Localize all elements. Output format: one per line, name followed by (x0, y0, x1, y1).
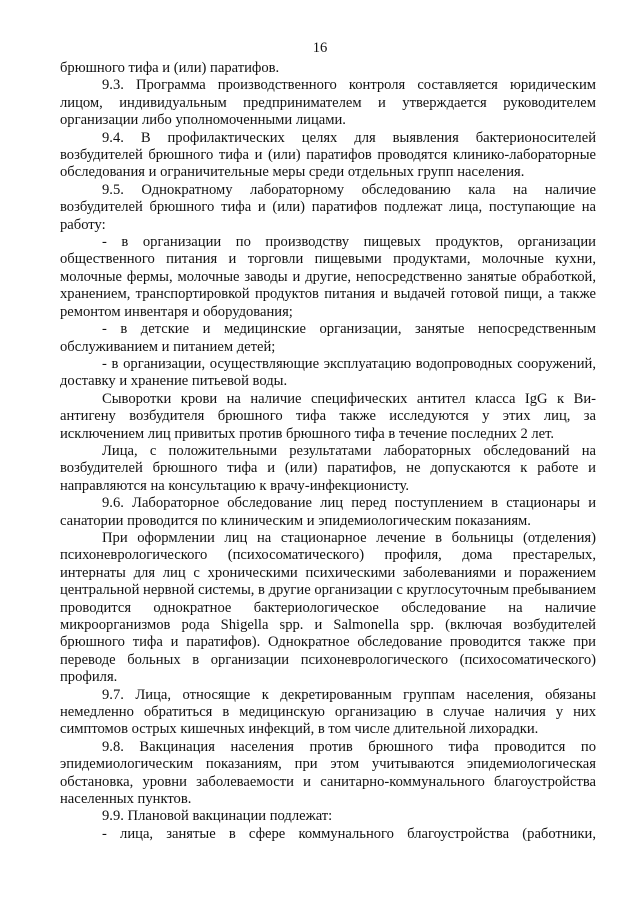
paragraph: 9.5. Однократному лабораторному обследованию кала на наличие возбудителей брюшного тифа и (или) паратифов подлежат лица, поступающие на работу: (60, 181, 596, 233)
paragraph: Лица, с положительными результатами лабораторных обследований на возбудителей брюшного тифа и (или) паратифов, не допускаются к работе и направляются на консультацию к врачу-инфекционисту. (60, 442, 596, 494)
page-number: 16 (312, 40, 328, 56)
paragraph: Сыворотки крови на наличие специфических антител класса IgG к Ви-антигену возбудителя брюшного тифа также исследуются у этих лиц, за исключением лиц привитых против брюшного тифа в течение последних 2 лет. (60, 390, 596, 442)
list-item: - в детские и медицинские организации, занятые непосредственным обслуживанием и питанием детей; (60, 321, 596, 355)
paragraph: 9.8. Вакцинация населения против брюшного тифа проводится по эпидемиологическим показаниям, при этом учитываются эпидемиологическая обстановка, уровни заболеваемости и санитарно-коммунального благоустройства населенных пунктов. (60, 738, 596, 808)
list-item: - в организации, осуществляющие эксплуатацию водопроводных сооружений, доставку и хранение питьевой воды. (60, 355, 596, 390)
list-item: - лица, занятые в сфере коммунального благоустройства (работники, (102, 825, 596, 842)
paragraph: 9.6. Лабораторное обследование лиц перед поступлением в стационары и санатории проводится по клиническим и эпидемиологическим показаниям. (60, 495, 596, 529)
paragraph: 9.4. В профилактических целях для выявления бактерионосителей возбудителей брюшного тифа и (или) паратифов проводятся клинико-лабораторные обследования и ограничительные меры среди отдельных групп населения. (60, 129, 596, 181)
paragraph: При оформлении лиц на стационарное лечение в больницы (отделения) психоневрологического (психосоматического) профиля, дома престарелых, интернаты для лиц с хроническими психическими заболеваниями и поражением центральной нервной системы, в другие организации с круглосуточным пребыванием проводится однократное бактериологическое обследование на наличие микроорганизмов рода Shigella spp. и Salmonella spp. (включая возбудителей брюшного тифа и паратифов). Однократное обследование проводится также при переводе больных в организации психоневрологического (психосоматического) профиля. (60, 529, 596, 686)
paragraph: 9.3. Программа производственного контроля составляется юридическим лицом, индивидуальным предпринимателем и утверждается руководителем организации либо уполномоченными лицами. (60, 77, 596, 129)
paragraph: 9.9. Плановой вакцинации подлежат: (102, 808, 333, 825)
document-body (60, 60, 596, 843)
paragraph: 9.7. Лица, относящие к декретированным группам населения, обязаны немедленно обратиться в медицинскую организацию в случае наличия у них симптомов острых кишечных инфекций, в том числе длительной лихорадки. (60, 686, 596, 738)
list-item: - в организации по производству пищевых продуктов, организации общественного питания и торговли пищевыми продуктами, молочные кухни, молочные фермы, молочные заводы и другие, непосредственно занятые обработкой, хранением, транспортировкой продуктов питания и выдачей готовой пищи, а также ремонтом инвентаря и оборудования; (60, 234, 596, 320)
paragraph: брюшного тифа и (или) паратифов. (60, 60, 280, 76)
